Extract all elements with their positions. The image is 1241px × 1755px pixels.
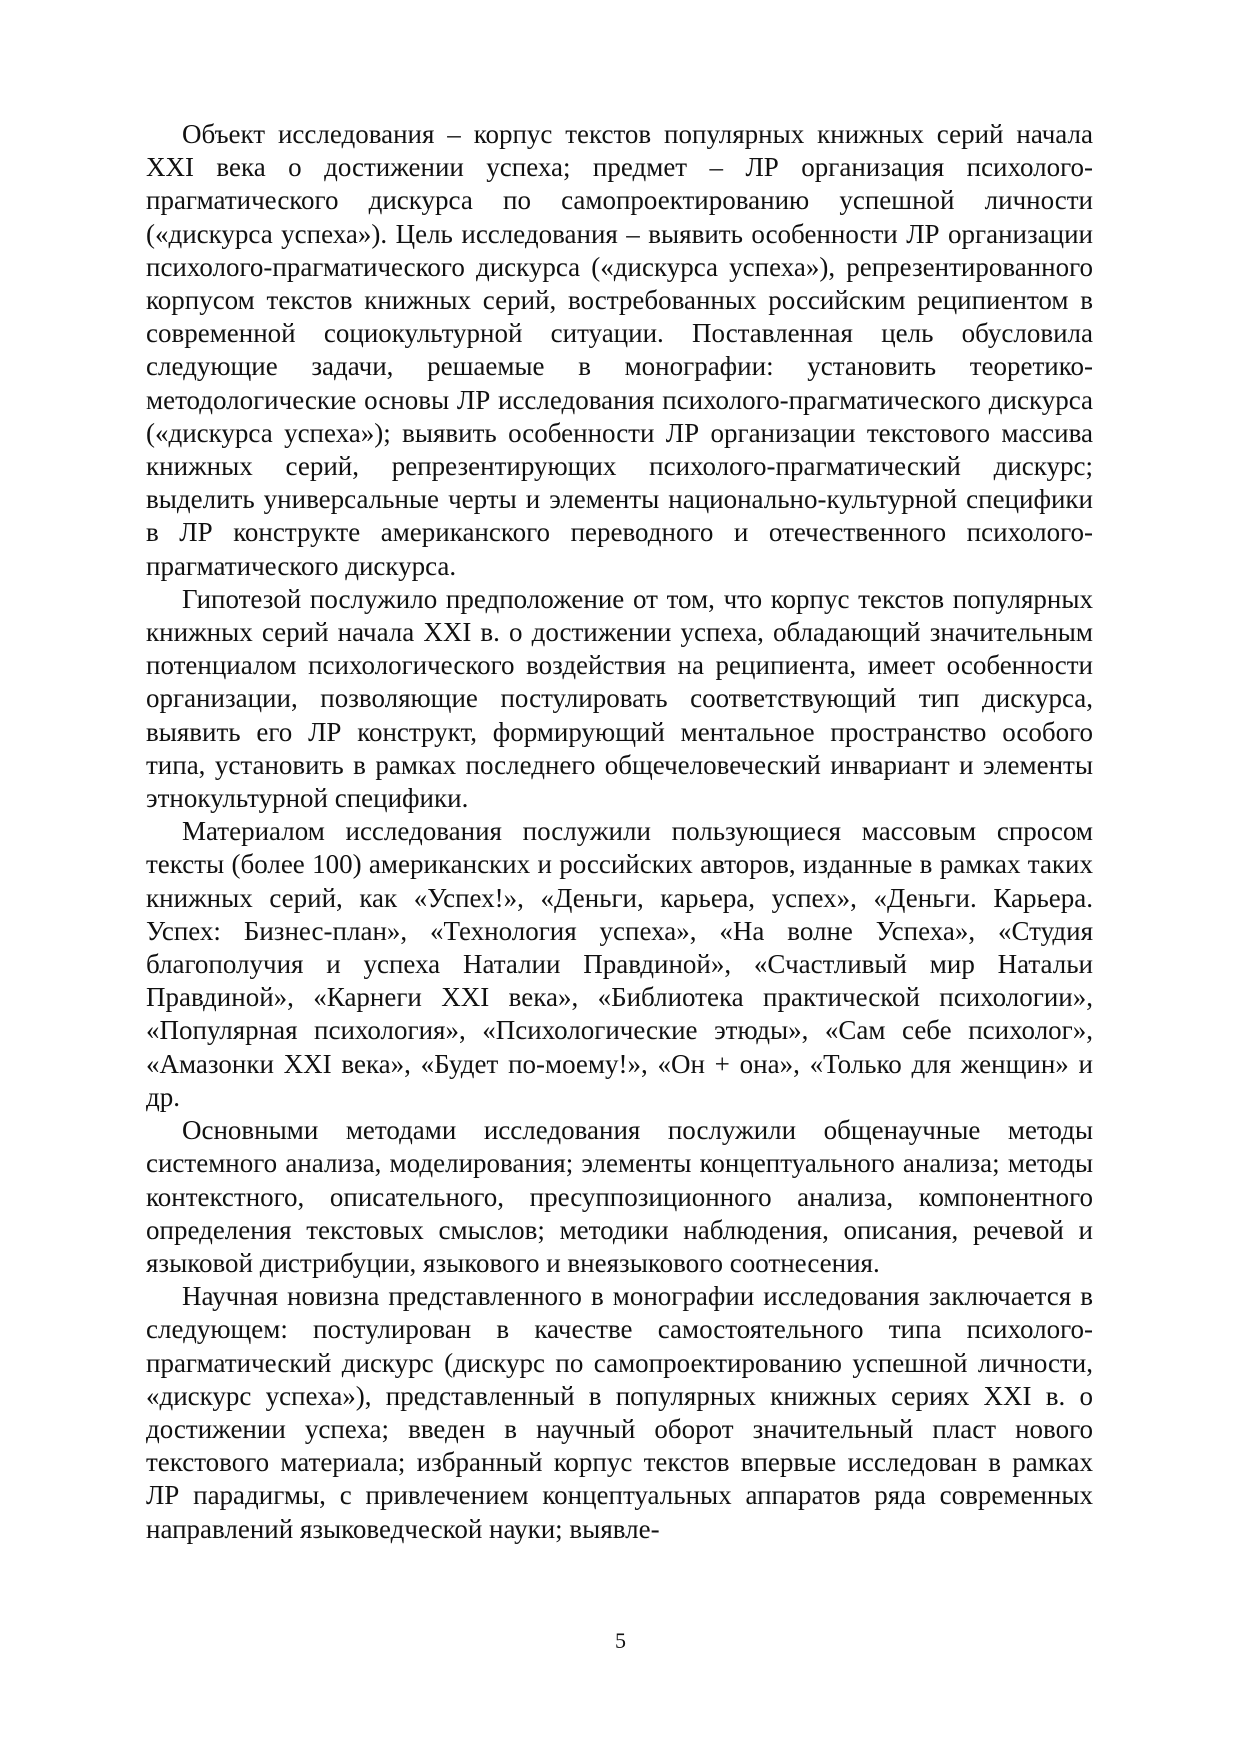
body-text (146, 118, 1093, 1546)
paragraph-material: Материалом исследования послужили пользующиеся массовым спросом тексты (более 100) американских и российских авторов, изданные в рамках таких книжных серий, как «Успех!», «Деньги, карьера, успех», «Деньги. Карьера. Успех: Бизнес-план», «Технология успеха», «На волне Успеха», «Студия благополучия и успеха Наталии Правдиной», «Счастливый мир Натальи Правдиной», «Карнеги XXI века», «Библиотека практической психологии», «Популярная психология», «Психологические этюды», «Сам себе психолог», «Амазонки XXI века», «Будет по-моему!», «Он + она», «Только для женщин» и др. (146, 816, 1093, 1112)
paragraph-object-of-study: Объект исследования – корпус текстов популярных книжных серий начала XXI века о достижении успеха; предмет – ЛР организация психолого-прагматического дискурса по самопроектированию успешной личности («дискурса успеха»). Цель исследования – выявить особенности ЛР организации психолого-прагматического дискурса («дискурса успеха»), репрезентированного корпусом текстов книжных серий, востребованных российским реципиентом в современной социокультурной ситуации. Поставленная цель обусловила следующие задачи, решаемые в монографии: установить теоретико-методологические основы ЛР исследования психолого-прагматического дискурса («дискурса успеха»); выявить особенности ЛР организации текстового массива книжных серий, репрезентирующих психолого-прагматический дискурс; выделить универсальные черты и элементы национально-культурной специфики в ЛР конструкте американского переводного и отечественного психолого-прагматического дискурса. (146, 119, 1093, 581)
paragraph-hypothesis: Гипотезой послужило предположение от том, что корпус текстов популярных книжных серий начала XXI в. о достижении успеха, обладающий значительным потенциалом психологического воздействия на реципиента, имеет особенности организации, позволяющие постулировать соответствующий тип дискурса, выявить его ЛР конструкт, формирующий ментальное пространство особого типа, установить в рамках последнего общечеловеческий инвариант и элементы этнокультурной специфики. (146, 583, 1093, 814)
paragraph-methods: Основными методами исследования послужили общенаучные методы системного анализа, моделирования; элементы концептуального анализа; методы контекстного, описательного, пресуппозиционного анализа, компонентного определения текстовых смыслов; методики наблюдения, описания, речевой и языковой дистрибуции, языкового и внеязыкового соотнесения. (146, 1115, 1093, 1278)
page-number: 5 (615, 1628, 626, 1653)
paragraph-novelty: Научная новизна представленного в монографии исследования заключается в следующем: постулирован в качестве самостоятельного типа психолого-прагматический дискурс (дискурс по самопроектированию успешной личности, «дискурс успеха»), представленный в популярных книжных сериях XXI в. о достижении успеха; введен в научный оборот значительный пласт нового текстового материала; избранный корпус текстов впервые исследован в рамках ЛР парадигмы, с привлечением концептуальных аппаратов ряда современных направлений языковедческой науки; выявле- (146, 1281, 1093, 1544)
